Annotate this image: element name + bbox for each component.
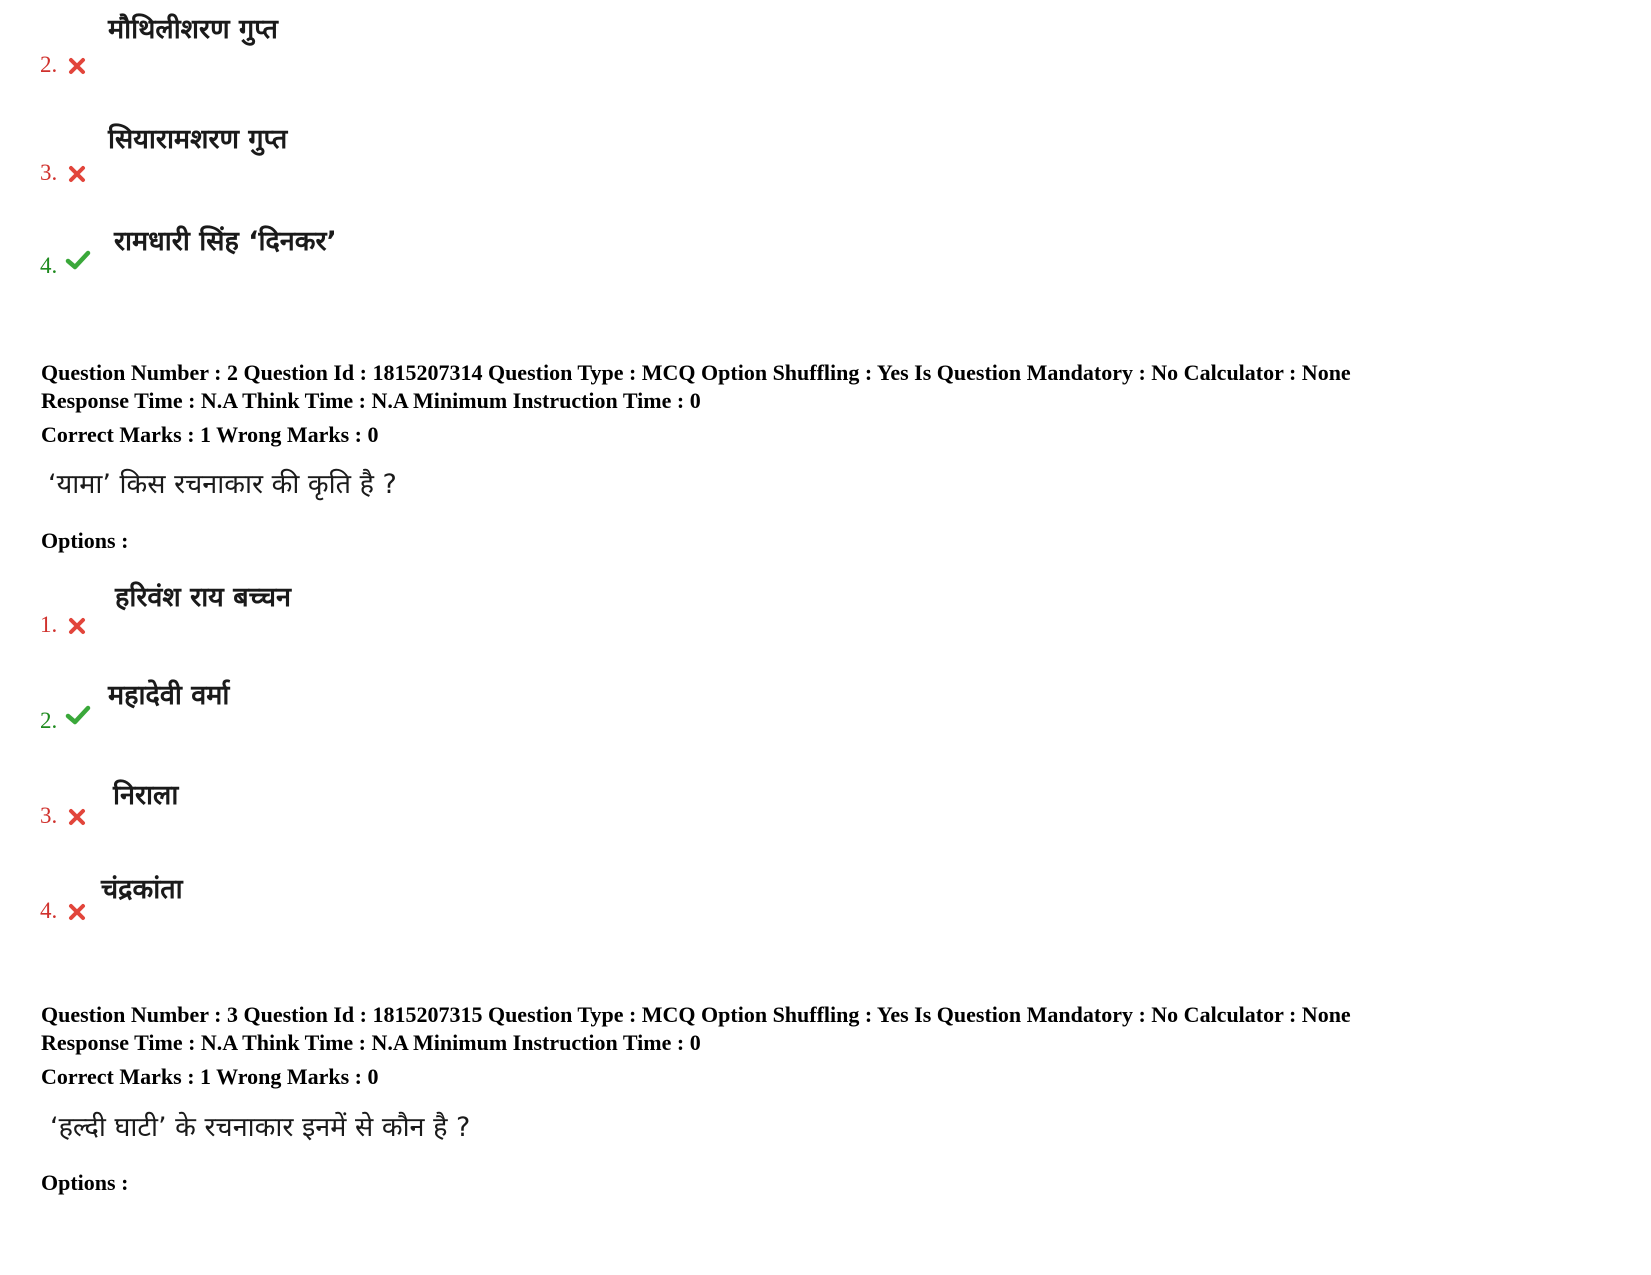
cross-icon (67, 56, 87, 76)
cross-icon (67, 902, 87, 922)
check-icon (65, 250, 91, 270)
option-number: 3. (40, 160, 58, 185)
question-meta-line2: Response Time : N.A Think Time : N.A Minimum Instruction Time : 0 (41, 388, 701, 413)
option-number: 2. (40, 52, 58, 77)
option-text: चंद्रकांता (101, 874, 183, 905)
option-number: 3. (40, 803, 58, 828)
option-text: मौथिलीशरण गुप्त (108, 14, 278, 45)
option-text: रामधारी सिंह ‘दिनकर’ (114, 226, 337, 257)
question-meta-line1: Question Number : 3 Question Id : 1815207315 Question Type : MCQ Option Shuffling : Yes Is Question Mandatory : No Calculator : None (41, 1002, 1351, 1027)
option-text: सियारामशरण गुप्त (108, 124, 288, 155)
question-marks: Correct Marks : 1 Wrong Marks : 0 (41, 422, 379, 447)
option-number: 4. (40, 253, 58, 278)
option-number: 4. (40, 898, 58, 923)
options-label: Options : (41, 528, 129, 553)
cross-icon (67, 616, 87, 636)
check-icon (65, 705, 91, 725)
option-text: निराला (113, 780, 179, 811)
question-text: ‘हल्दी घाटी’ के रचनाकार इनमें से कौन है ? (50, 1112, 471, 1143)
question-meta-line2: Response Time : N.A Think Time : N.A Minimum Instruction Time : 0 (41, 1030, 701, 1055)
cross-icon (67, 164, 87, 184)
question-text: ‘यामा’ किस रचनाकार की कृति है ? (48, 469, 397, 500)
option-number: 1. (40, 612, 58, 637)
cross-icon (67, 807, 87, 827)
question-marks: Correct Marks : 1 Wrong Marks : 0 (41, 1064, 379, 1089)
option-text: हरिवंश राय बच्चन (115, 582, 291, 613)
option-number: 2. (40, 708, 58, 733)
option-text: महादेवी वर्मा (108, 680, 230, 711)
options-label: Options : (41, 1170, 129, 1195)
question-meta-line1: Question Number : 2 Question Id : 1815207314 Question Type : MCQ Option Shuffling : Yes Is Question Mandatory : No Calculator : None (41, 360, 1351, 385)
